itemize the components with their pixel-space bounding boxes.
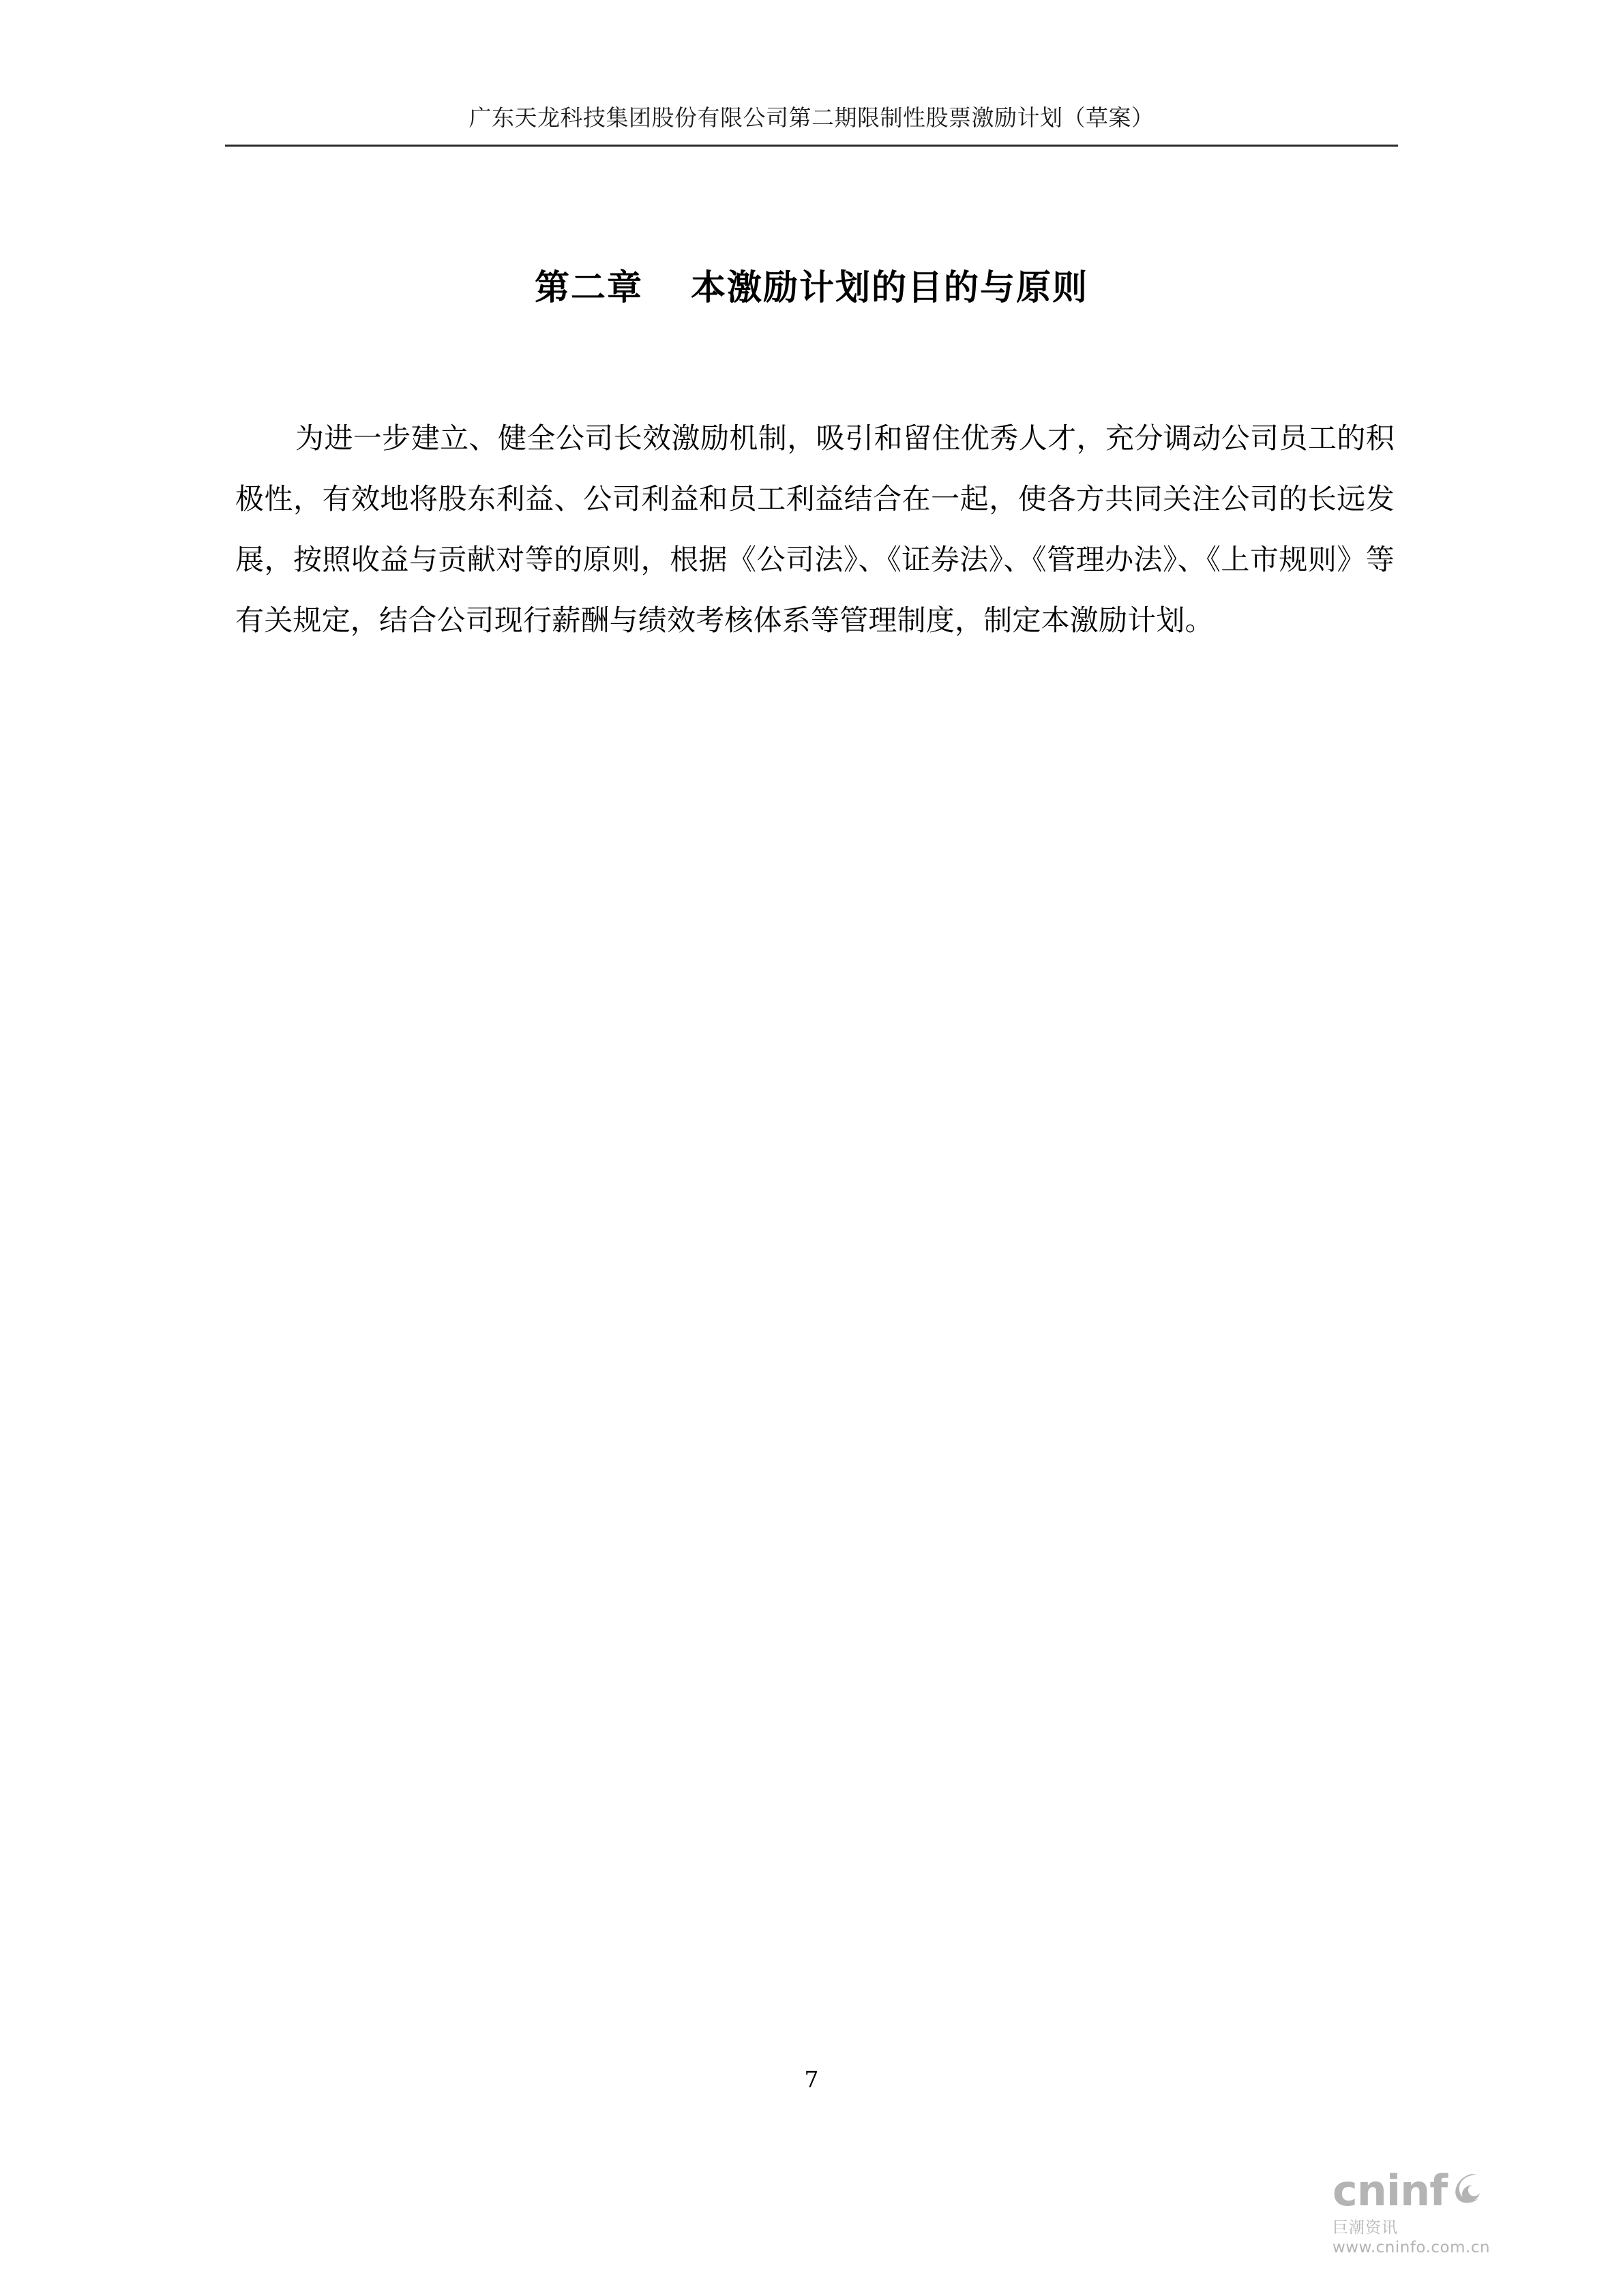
cninfo-logo [1332,2166,1558,2256]
running-header-text: 广东天龙科技集团股份有限公司第二期限制性股票激励计划（草案） [468,104,1155,131]
page-number: 7 [804,2066,819,2093]
body-content [235,379,1395,679]
logo-wordmark: cninf [1332,2166,1448,2216]
logo-subtitle-url: www.cninfo.com.cn [1332,2239,1491,2256]
cninfo-swirl-icon [1451,2171,1487,2212]
header-divider [225,145,1398,147]
running-header [225,102,1398,147]
chapter-heading [225,259,1398,310]
body-paragraph: 为进一步建立、健全公司长效激励机制，吸引和留住优秀人才，充分调动公司员工的积极性，有效地将股东利益、公司利益和员工利益结合在一起，使各方共同关注公司的长远发展，按照收益与贡献对等的原则，根据《公司法》、《证券法》、《管理办法》、《上市规则》等有关规定，结合公司现行薪酬与绩效考核体系等管理制度，制定本激励计划。 [235,421,1395,637]
logo-main [1332,2166,1558,2216]
logo-subtitle-cn: 巨潮资讯 [1332,2219,1398,2237]
chapter-title-text: 本激励计划的目的与原则 [691,267,1089,308]
chapter-number: 第二章 [534,267,643,308]
